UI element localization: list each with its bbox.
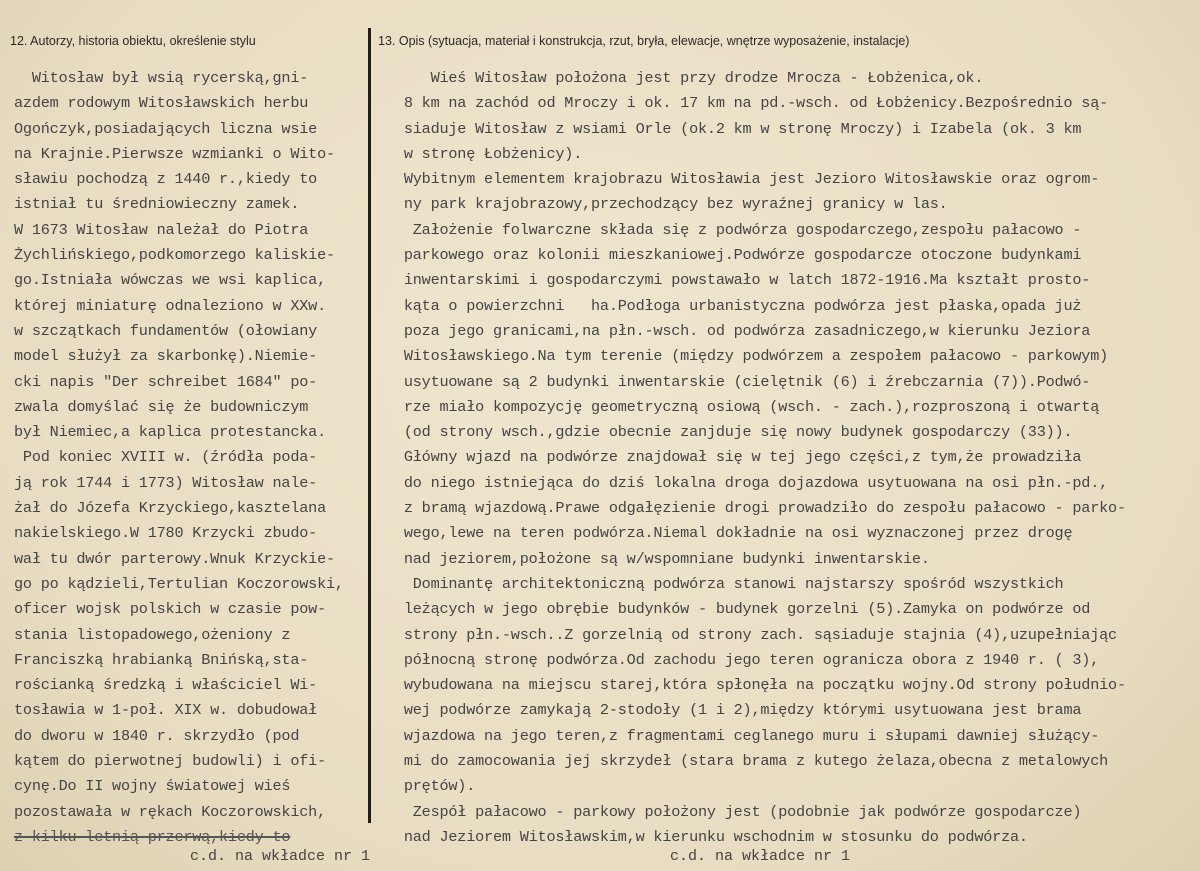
text-line: inwentarskimi i gospodarczymi powstawało w latch 1872-1916.Ma kształt prosto- [386,271,1091,290]
text-line: Witosław był wsią rycerską,gni- [14,69,309,87]
text-line: wej podwórze zamykają 2-stodoły (1 i 2),między którymi usytuowana jest brama [386,701,1082,720]
text-line: wjazdowa na jego teren,z fragmentami ceglanego muru i słupami dawniej służący- [386,726,1100,745]
text-line: był Niemiec,a kaplica protestancka. [14,423,326,442]
section-13-header: 13. Opis (sytuacja, materiał i konstrukcja, rzut, bryła, elewacje, wnętrze wyposażenie, instalacje) [378,34,910,48]
text-line: do niego istniejąca do dziś lokalna droga dojazdowa usytuowana na osi płn.-pd., [386,473,1109,492]
text-line: leżących w jego obrębie budynków - budynek gorzelni (5).Zamyka on podwórze od [386,600,1091,619]
text-line: rościanką średzką i właściciel Wi- [14,676,318,695]
text-line: strony płn.-wsch..Z gorzelnią od strony zach. sąsiaduje stajnia (4),uzupełniając [386,625,1117,644]
text-line: Żychlińskiego,podkomorzego kaliskie- [14,246,335,265]
text-line: żał do Józefa Krzyckiego,kasztelana [14,499,326,518]
text-line: na Krajnie.Pierwsze wzmianki o Wito- [14,144,335,163]
text-line: poza jego granicami,na płn.-wsch. od podwórza zasadniczego,w kierunku Jeziora [386,321,1091,340]
text-line: parkowego oraz kolonii mieszkaniowej.Podwórze gospodarcze otoczone budynkami [386,246,1082,265]
text-line: wego,lewe na teren podwórza.Niemal dokładnie na osi wyznaczonej przez drogę [386,524,1073,543]
text-line: Pod koniec XVIII w. (źródła poda- [14,448,318,467]
text-line: oficer wojsk polskich w czasie pow- [14,600,326,619]
text-line: Wybitnym elementem krajobrazu Witosławia jest Jezioro Witosławskie oraz ogrom- [386,170,1100,189]
text-line: Witosławskiego.Na tym terenie (między podwórzem a zespołem pałacowo - parkowym) [386,347,1109,366]
text-line: Franciszką hrabianką Bnińską,sta- [14,650,309,669]
text-line: w stronę Łobżenicy). [386,144,583,163]
text-line: wybudowana na miejscu starej,która spłonęła na początku wojny.Od strony południo- [386,676,1126,695]
right-continuation-note: c.d. na wkładce nr 1 [670,848,851,865]
struck-through-line: z kilku letnią przerwą,kiedy to [14,827,291,846]
text-line: go.Istniała wówczas we wsi kaplica, [14,271,326,290]
text-line: Główny wjazd na podwórze znajdował się w tej jego części,z tym,że prowadziła [386,448,1082,467]
text-line: Zespół pałacowo - parkowy położony jest (podobnie jak podwórze gospodarcze) [386,802,1082,821]
text-line: go po kądzieli,Tertulian Koczorowski, [14,574,344,593]
left-continuation-note: c.d. na wkładce nr 1 [190,848,371,865]
text-line: pozostawała w rękach Koczorowskich, [14,802,326,821]
text-line: wał tu dwór parterowy.Wnuk Krzyckie- [14,549,335,568]
text-line: sławiu pochodzą z 1440 r.,kiedy to [14,170,318,189]
text-line: Wieś Witosław położona jest przy drodze Mrocza - Łobżenica,ok. [386,69,984,87]
text-line: rze miało kompozycję geometryczną osiową (wsch. - zach.),rozproszoną i otwartą [386,397,1100,416]
text-line: kąta o powierzchni ha.Podłoga urbanistyczna podwórza jest płaska,opada już [386,296,1082,315]
text-line: północną stronę podwórza.Od zachodu jego teren ogranicza obora z 1940 r. ( 3), [386,650,1100,669]
history-text-column [14,66,386,850]
text-line: Dominantę architektoniczną podwórza stanowi najstarszy spośród wszystkich [386,574,1064,593]
text-line: istniał tu średniowieczny zamek. [14,195,300,214]
text-line: usytuowane są 2 budynki inwentarskie (cielętnik (6) i źrebczarnia (7)).Podwó- [386,372,1091,391]
text-line: ny park krajobrazowy,przechodzący bez wyraźnej granicy w las. [386,195,948,214]
text-line: zwala domyślać się że budowniczym [14,397,309,416]
text-line: kątem do pierwotnej budowli) i ofi- [14,752,326,771]
text-line: której miniaturę odnaleziono w XXw. [14,296,326,315]
description-text-column [386,66,1198,850]
text-line: cki napis "Der schreibet 1684" po- [14,372,318,391]
text-line: nad jeziorem,położone są w/wspomniane budynki inwentarskie. [386,549,930,568]
text-line: Ogończyk,posiadających liczna wsie [14,119,318,138]
section-12-header: 12. Autorzy, historia obiektu, określenie stylu [10,34,256,48]
text-line: stania listopadowego,ożeniony z [14,625,291,644]
text-line: siaduje Witosław z wsiami Orle (ok.2 km w stronę Mroczy) i Izabela (ok. 3 km [386,119,1082,138]
text-line: prętów). [386,777,476,796]
text-line: cynę.Do II wojny światowej wieś [14,777,291,796]
text-line: azdem rodowym Witosławskich herbu [14,94,309,113]
text-line: z bramą wjazdową.Prawe odgałęzienie drogi prowadziło do zespołu pałacowo - parko- [386,499,1126,518]
text-line: nakielskiego.W 1780 Krzycki zbudo- [14,524,318,543]
text-line: 8 km na zachód od Mroczy i ok. 17 km na pd.-wsch. od Łobżenicy.Bezpośrednio są- [386,94,1109,113]
text-line: w szczątkach fundamentów (ołowiany [14,321,318,340]
text-line: ją rok 1744 i 1773) Witosław nale- [14,473,318,492]
text-line: model służył za skarbonkę).Niemie- [14,347,318,366]
text-line: nad Jeziorem Witosławskim,w kierunku wschodnim w stosunku do podwórza. [386,827,1028,846]
text-line: (od strony wsch.,gdzie obecnie zanjduje się nowy budynek gospodarczy (33)). [386,423,1073,442]
text-line: tosławia w 1-poł. XIX w. dobudował [14,701,318,720]
text-line: W 1673 Witosław należał do Piotra [14,220,309,239]
text-line: do dworu w 1840 r. skrzydło (pod [14,726,300,745]
text-line: Założenie folwarczne składa się z podwórza gospodarczego,zespołu pałacowo - [386,220,1082,239]
text-line: mi do zamocowania jej skrzydeł (stara brama z kutego żelaza,obecna z metalowych [386,752,1109,771]
